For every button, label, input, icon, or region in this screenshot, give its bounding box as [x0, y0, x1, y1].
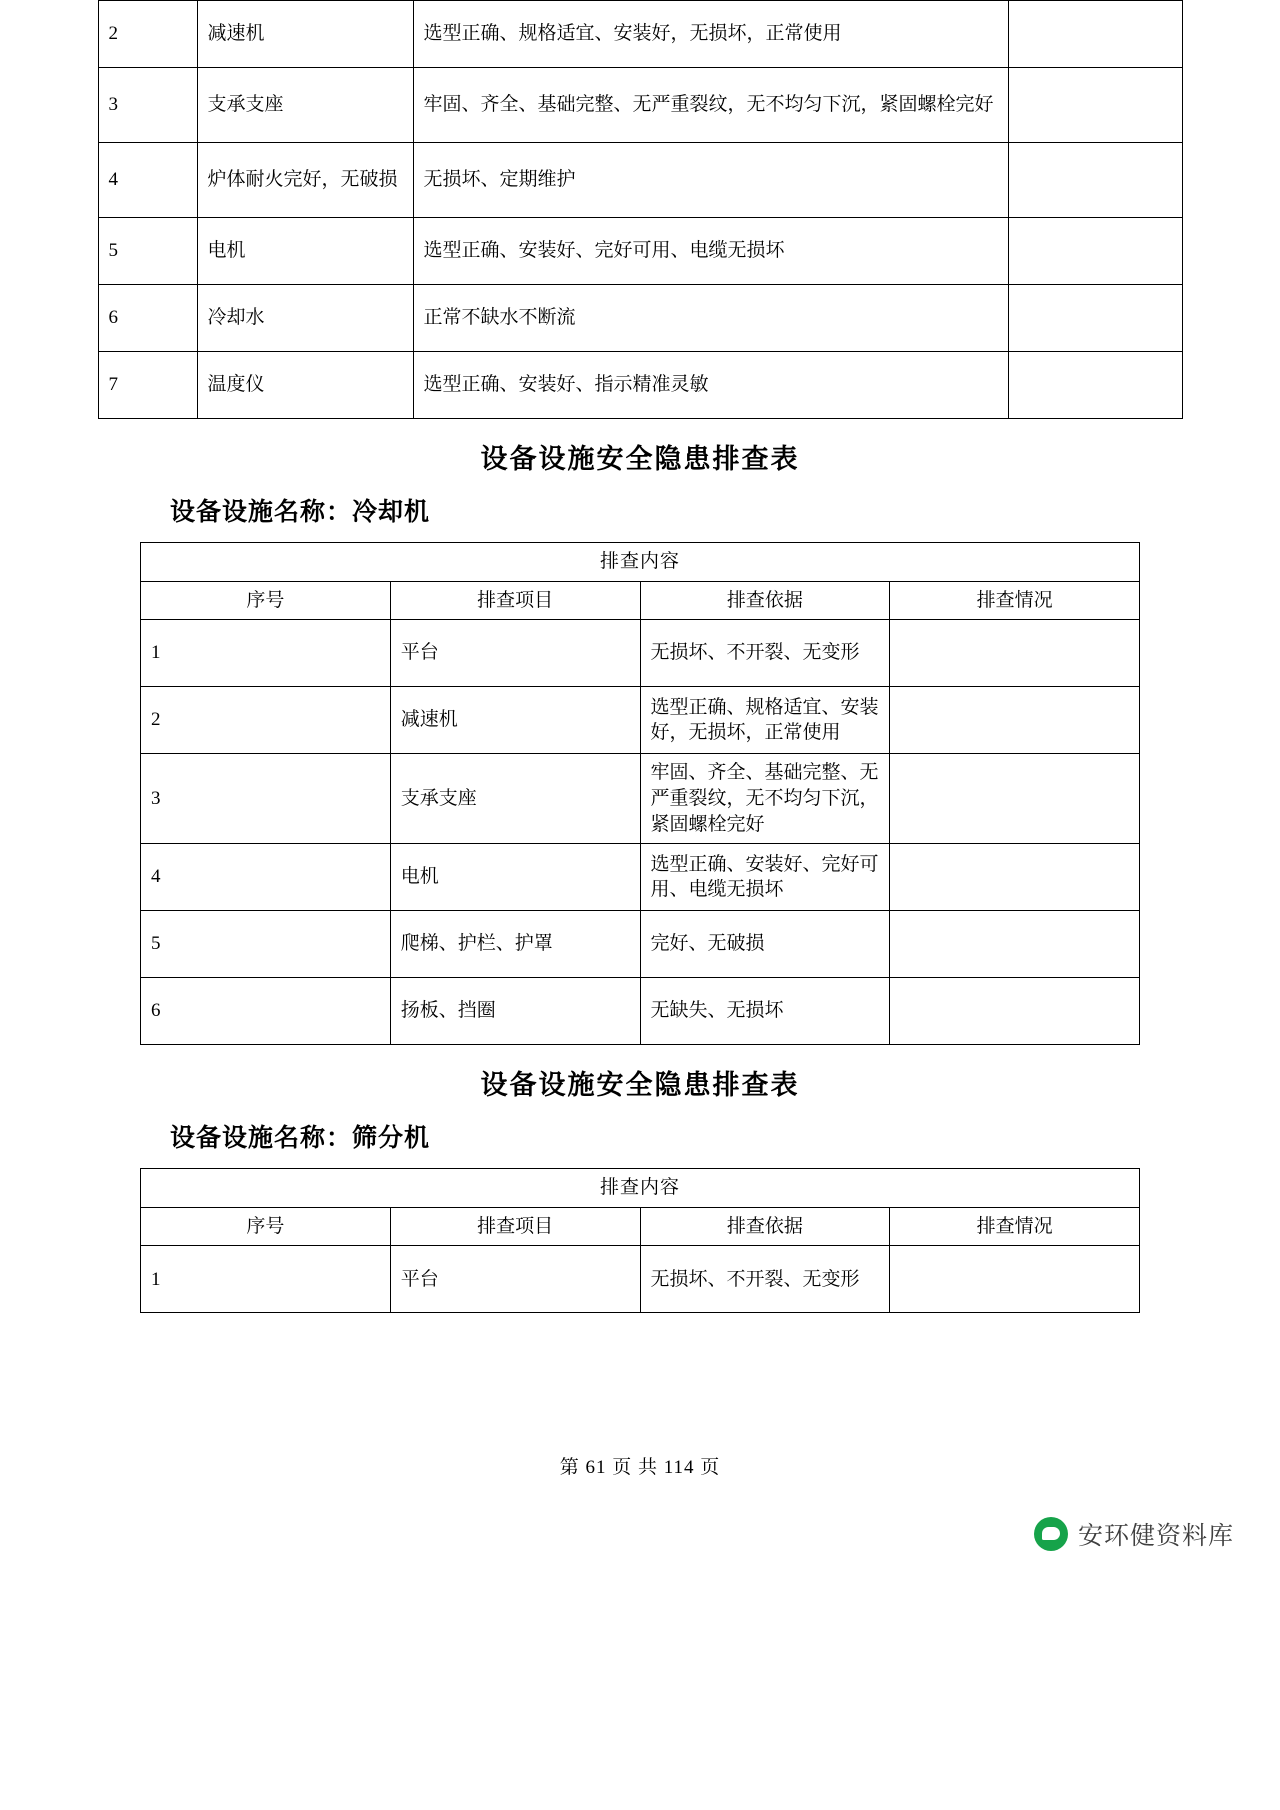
cell-no: 2	[98, 1, 197, 68]
cell-state[interactable]	[1008, 143, 1182, 218]
cell-state[interactable]	[1008, 285, 1182, 352]
cell-basis: 无缺失、无损坏	[640, 978, 890, 1045]
cell-state[interactable]	[1008, 218, 1182, 285]
cell-item: 爬梯、护栏、护罩	[390, 911, 640, 978]
cell-no: 3	[98, 68, 197, 143]
header-item: 排查项目	[390, 581, 640, 620]
header-basis: 排查依据	[640, 581, 890, 620]
cell-basis: 牢固、齐全、基础完整、无严重裂纹，无不均匀下沉，紧固螺栓完好	[413, 68, 1008, 143]
equipment-value: 冷却机	[352, 499, 431, 526]
cell-item: 减速机	[390, 687, 640, 754]
table-row	[141, 978, 1140, 1045]
table-row	[98, 68, 1182, 143]
cell-basis: 选型正确、安装好、完好可用、电缆无损坏	[640, 844, 890, 911]
equipment-label: 设备设施名称：	[170, 1125, 353, 1153]
cell-state[interactable]	[890, 687, 1140, 754]
cell-no: 1	[141, 1246, 391, 1313]
cell-state[interactable]	[890, 978, 1140, 1045]
cell-state[interactable]	[1008, 352, 1182, 419]
cell-no: 1	[141, 620, 391, 687]
table-row	[98, 1, 1182, 68]
cell-no: 4	[141, 844, 391, 911]
watermark	[1034, 1516, 1234, 1552]
table-row	[141, 687, 1140, 754]
cell-no: 7	[98, 352, 197, 419]
cell-state[interactable]	[1008, 1, 1182, 68]
equipment-label: 设备设施名称：	[170, 499, 353, 526]
cell-no: 5	[98, 218, 197, 285]
cell-item: 炉体耐火完好，无破损	[197, 143, 413, 218]
table-header-row	[141, 1207, 1140, 1246]
table-row	[141, 620, 1140, 687]
equipment-value: 筛分机	[352, 1125, 431, 1153]
cell-no: 6	[98, 285, 197, 352]
cell-item: 冷却水	[197, 285, 413, 352]
header-no: 序号	[141, 1207, 391, 1246]
table-row	[98, 218, 1182, 285]
cell-basis: 完好、无破损	[640, 911, 890, 978]
cell-item: 平台	[390, 1246, 640, 1313]
cell-basis: 无损坏、不开裂、无变形	[640, 620, 890, 687]
cell-item: 电机	[197, 218, 413, 285]
cell-basis: 选型正确、规格适宜、安装好，无损坏，正常使用	[413, 1, 1008, 68]
cell-basis: 选型正确、安装好、指示精准灵敏	[413, 352, 1008, 419]
cell-item: 温度仪	[197, 352, 413, 419]
cell-no: 5	[141, 911, 391, 978]
cell-no: 6	[141, 978, 391, 1045]
header-state: 排查情况	[890, 581, 1140, 620]
equipment-name-screen	[52, 1118, 1228, 1154]
table-row	[141, 911, 1140, 978]
cell-state[interactable]	[890, 620, 1140, 687]
leaf-badge-icon	[1034, 1517, 1068, 1551]
cell-no: 3	[141, 754, 391, 844]
inspection-table-screen	[140, 1168, 1140, 1313]
table-row	[98, 285, 1182, 352]
inspection-table-continued	[98, 0, 1183, 419]
table-header-content-row	[141, 543, 1140, 582]
cell-state[interactable]	[890, 911, 1140, 978]
inspection-table-cooler	[140, 542, 1140, 1045]
cell-state[interactable]	[1008, 68, 1182, 143]
header-item: 排查项目	[390, 1207, 640, 1246]
page-title-screen: 设备设施安全隐患排查表	[480, 1070, 800, 1101]
cell-basis: 无损坏、定期维护	[413, 143, 1008, 218]
header-content: 排查内容	[141, 543, 1140, 582]
table-row	[141, 754, 1140, 844]
cell-state[interactable]	[890, 1246, 1140, 1313]
cell-basis: 选型正确、规格适宜、安装好，无损坏，正常使用	[640, 687, 890, 754]
cell-no: 4	[98, 143, 197, 218]
cell-basis: 牢固、齐全、基础完整、无严重裂纹，无不均匀下沉，紧固螺栓完好	[640, 754, 890, 844]
table-row	[141, 1246, 1140, 1313]
cell-basis: 正常不缺水不断流	[413, 285, 1008, 352]
cell-item: 平台	[390, 620, 640, 687]
cell-item: 支承支座	[197, 68, 413, 143]
cell-state[interactable]	[890, 754, 1140, 844]
watermark-label: 安环健资料库	[1077, 1522, 1234, 1550]
cell-no: 2	[141, 687, 391, 754]
page-title-cooler: 设备设施安全隐患排查表	[480, 444, 800, 474]
table-row	[98, 352, 1182, 419]
header-state: 排查情况	[890, 1207, 1140, 1246]
cell-state[interactable]	[890, 844, 1140, 911]
cell-item: 减速机	[197, 1, 413, 68]
cell-basis: 选型正确、安装好、完好可用、电缆无损坏	[413, 218, 1008, 285]
table-header-content-row	[141, 1169, 1140, 1208]
table-header-row	[141, 581, 1140, 620]
cell-item: 支承支座	[390, 754, 640, 844]
cell-item: 电机	[390, 844, 640, 911]
table-row	[98, 143, 1182, 218]
cell-item: 扬板、挡圈	[390, 978, 640, 1045]
header-content: 排查内容	[141, 1169, 1140, 1208]
table-row	[141, 844, 1140, 911]
page-number-footer: 第 61 页 共 114 页	[559, 1457, 721, 1478]
cell-basis: 无损坏、不开裂、无变形	[640, 1246, 890, 1313]
header-no: 序号	[141, 581, 391, 620]
equipment-name-cooler	[52, 492, 1228, 528]
header-basis: 排查依据	[640, 1207, 890, 1246]
